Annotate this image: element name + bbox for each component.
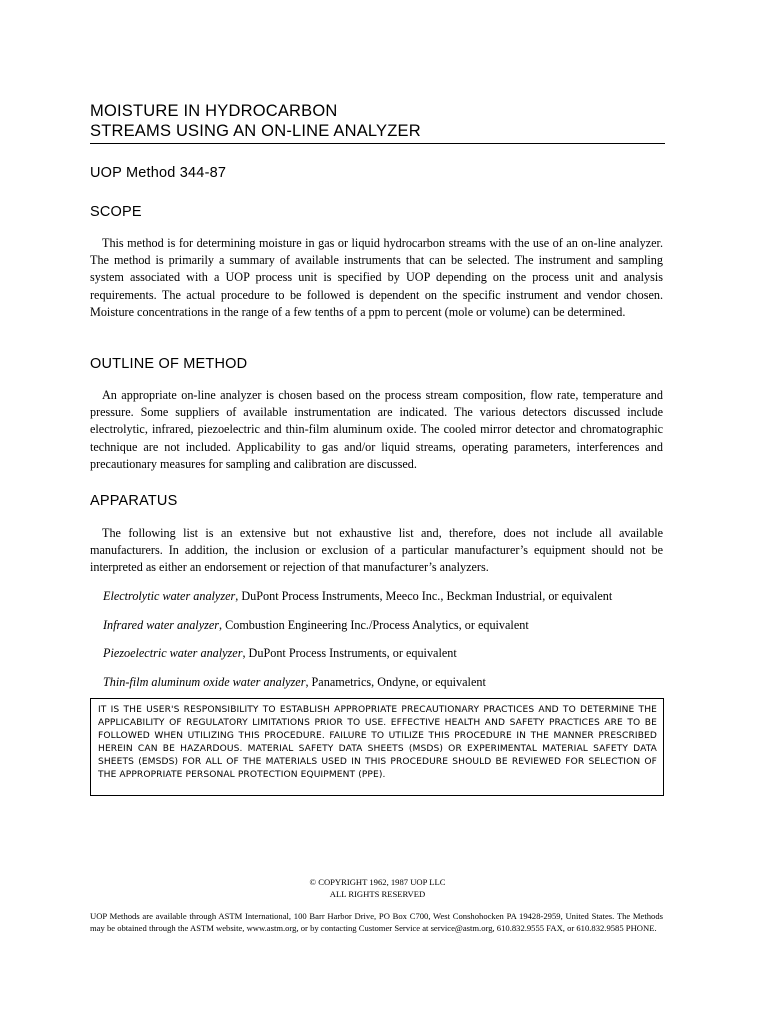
apparatus-item bbox=[103, 617, 529, 634]
apparatus-item-vendors: , DuPont Process Instruments, Meeco Inc., Beckman Industrial, or equivalent bbox=[235, 589, 613, 603]
document-title bbox=[90, 101, 665, 141]
apparatus-item-name: Infrared water analyzer bbox=[103, 618, 219, 632]
safety-warning-box: IT IS THE USER'S RESPONSIBILITY TO ESTABLISH APPROPRIATE PRECAUTIONARY PRACTICES AND TO DETERMINE THE APPLICABILITY OF REGULATORY LIMITATIONS PRIOR TO USE. EFFECTIVE HEALTH AND SAFETY PRACTICES ARE TO BE FOLLOWED WHEN UTILIZING THIS PROCEDURE. FAILURE TO UTILIZE THIS PROCEDURE IN THE MANNER PRESCRIBED HEREIN CAN BE HAZARDOUS. MATERIAL SAFETY DATA SHEETS (MSDS) OR EXPERIMENTAL MATERIAL SAFETY DATA SHEETS (EMSDS) FOR ALL OF THE MATERIALS USED IN THIS PROCEDURE SHOULD BE REVIEWED FOR SELECTION OF THE APPROPRIATE PERSONAL PROTECTION EQUIPMENT (PPE). bbox=[90, 698, 664, 796]
apparatus-heading: APPARATUS bbox=[90, 493, 178, 509]
apparatus-item-vendors: , DuPont Process Instruments, or equivalent bbox=[242, 646, 457, 660]
apparatus-paragraph: The following list is an extensive but not exhaustive list and, therefore, does not include all available manufacturers. In addition, the inclusion or exclusion of a particular manufacturer’s equipment should not be interpreted as either an endorsement or rejection of that manufacturer’s analyzers. bbox=[90, 526, 663, 575]
apparatus-item-vendors: , Combustion Engineering Inc./Process Analytics, or equivalent bbox=[219, 618, 529, 632]
apparatus-item bbox=[103, 588, 612, 605]
apparatus-item-name: Piezoelectric water analyzer bbox=[103, 646, 243, 660]
apparatus-item bbox=[103, 645, 457, 662]
apparatus-item-name: Thin-film aluminum oxide water analyzer bbox=[103, 675, 306, 689]
apparatus-item-name: Electrolytic water analyzer bbox=[103, 589, 236, 603]
document-page bbox=[90, 0, 665, 1024]
method-number: UOP Method 344-87 bbox=[90, 165, 227, 181]
rights-reserved-line: ALL RIGHTS RESERVED bbox=[329, 889, 426, 899]
scope-heading: SCOPE bbox=[90, 204, 142, 220]
title-divider bbox=[90, 143, 665, 144]
footer-availability-note: UOP Methods are available through ASTM International, 100 Barr Harbor Drive, PO Box C700, West Conshohocken PA 19428-2959, United States. The Methods may be obtained through the ASTM website, www.astm.org, or by contacting Customer Service at service@astm.org, 610.832.9555 FAX, or 610.832.9585 PHONE. bbox=[90, 911, 663, 933]
apparatus-item bbox=[103, 674, 486, 691]
outline-paragraph: An appropriate on-line analyzer is chosen based on the process stream composition, flow rate, temperature and pressure. Some suppliers of available instrumentation are indicated. The various detectors discussed include electrolytic, infrared, piezoelectric and thin-film aluminum oxide. The cooled mirror detector and chromatographic technique are not included. Applicability to gas and/or liquid streams, operating parameters, interferences and precautionary measures for sampling and calibration are discussed. bbox=[90, 388, 663, 471]
outline-heading: OUTLINE OF METHOD bbox=[90, 356, 248, 372]
copyright-line: © COPYRIGHT 1962, 1987 UOP LLC bbox=[309, 877, 446, 887]
apparatus-item-vendors: , Panametrics, Ondyne, or equivalent bbox=[305, 675, 486, 689]
title-line-2: STREAMS USING AN ON-LINE ANALYZER bbox=[90, 122, 421, 140]
title-line-1: MOISTURE IN HYDROCARBON bbox=[90, 102, 338, 120]
scope-paragraph: This method is for determining moisture in gas or liquid hydrocarbon streams with the use of an on-line analyzer. The method is primarily a summary of available instruments that can be selected. The instrument and sampling system associated with a UOP process unit is specified by UOP depending on the process unit and analysis requirements. The actual procedure to be followed is dependent on the specific instrument and vendor chosen. Moisture concentrations in the range of a few tenths of a ppm to percent (mole or volume) can be determined. bbox=[90, 236, 663, 319]
copyright-notice bbox=[90, 876, 665, 900]
